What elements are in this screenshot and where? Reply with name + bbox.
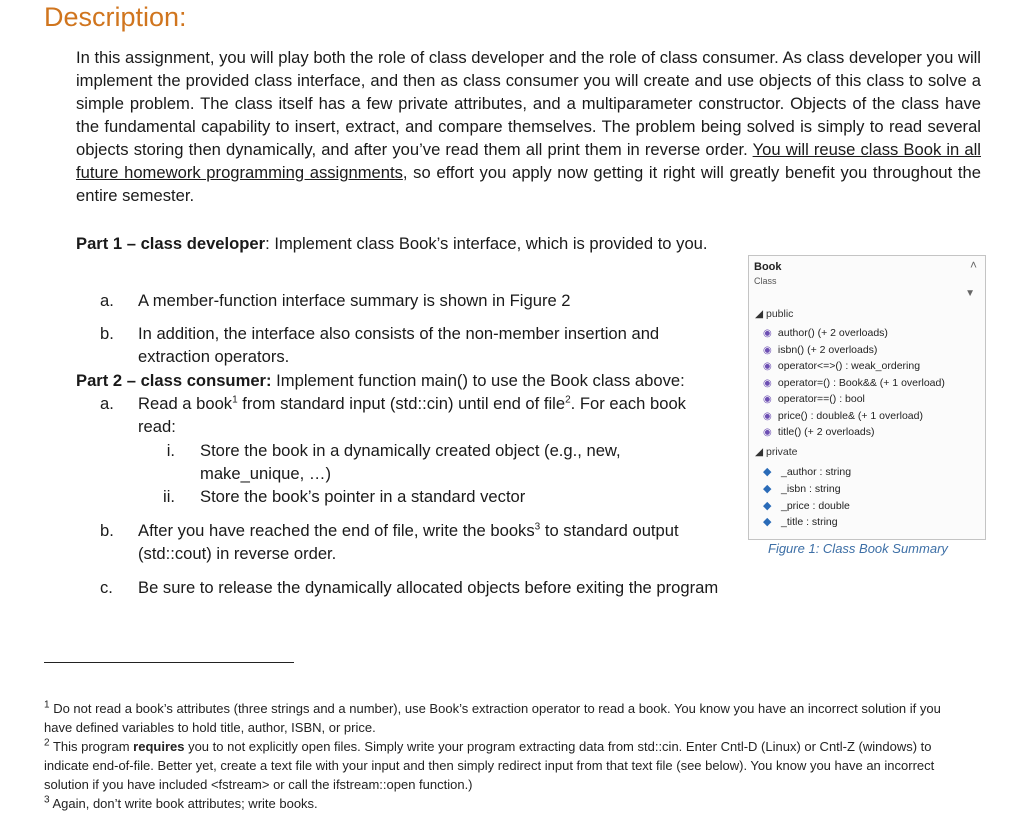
footnote-ref-1: 1 <box>232 394 238 406</box>
footnote-2-text-before: This program <box>52 739 134 754</box>
part2-rest: Implement function main() to use the Book class above: <box>271 371 685 390</box>
part2-a-text3: . For each book read: <box>138 394 686 436</box>
part1-b-label: b. <box>100 324 114 343</box>
part1-heading <box>76 232 716 255</box>
public-label: public <box>766 308 794 320</box>
class-book-summary <box>748 255 986 540</box>
field-lock-icon: ◆ <box>763 500 772 512</box>
footnote-separator <box>44 662 294 663</box>
part2-b-text1: After you have reached the end of file, write the books <box>138 521 535 540</box>
public-section[interactable]: ◢ public <box>755 308 794 320</box>
part1-a-text: A member-function interface summary is shown in Figure 2 <box>138 291 571 310</box>
footnote-3-text: Again, don’t write book attributes; write books. <box>52 796 318 811</box>
method-icon: ◉ <box>763 378 772 389</box>
field-row <box>763 482 841 495</box>
method-icon: ◉ <box>763 394 772 405</box>
intro-text-before: In this assignment, you will play both the role of class developer and the role of class consumer. As class developer you will implement the provided class interface, and then as class consumer you will create and use objects of this class to solve a simple problem. The class itself has a few private attributes, and a multiparameter constructor. Objects of the class have the fundamental capability to insert, extract, and compare themselves. The problem being solved is simply to read several objects storing then dynamically, and after you’ve read them all print them in reverse order. <box>76 48 981 159</box>
part2-b-text <box>138 519 728 565</box>
footnote-ref-3: 3 <box>534 521 541 533</box>
part1-rest: : Implement class Book’s interface, which is provided to you. <box>265 234 708 253</box>
part2-a-text <box>138 392 698 438</box>
field-row <box>763 515 838 528</box>
field-text: _title : string <box>781 516 838 528</box>
class-kind: Class <box>754 276 777 286</box>
member-row <box>763 410 923 422</box>
page-heading: Description: <box>44 2 187 32</box>
intro-paragraph <box>76 46 981 207</box>
private-label: private <box>766 446 798 458</box>
footnote-1-marker: 1 <box>44 699 50 711</box>
part2-a-text2: from standard input (std::cin) until end of file <box>237 394 566 413</box>
method-icon: ◉ <box>763 361 772 372</box>
part2-a-label: a. <box>100 394 114 413</box>
part1-a-label: a. <box>100 291 114 310</box>
method-icon: ◉ <box>763 411 772 422</box>
intro-text-after: , so effort you apply now getting it right will greatly benefit you throughout the entire semester. <box>76 163 981 205</box>
method-icon: ◉ <box>763 345 772 356</box>
part2-title: Part 2 – class consumer: <box>76 371 272 390</box>
part2-c-text: Be sure to release the dynamically allocated objects before exiting the program <box>138 578 719 597</box>
part2-ii-text: Store the book’s pointer in a standard vector <box>200 487 526 506</box>
field-text: _author : string <box>781 466 852 478</box>
figure-caption: Figure 1: Class Book Summary <box>768 541 948 556</box>
member-row <box>763 344 877 356</box>
field-lock-icon: ◆ <box>763 516 772 528</box>
method-icon: ◉ <box>763 427 772 438</box>
member-row <box>763 393 865 405</box>
member-text: operator==() : bool <box>777 393 865 405</box>
member-text: isbn() (+ 2 overloads) <box>777 344 878 356</box>
field-text: _isbn : string <box>781 483 841 495</box>
member-text: operator<=>() : weak_ordering <box>777 360 921 372</box>
field-row <box>763 465 851 478</box>
intro-underlined: You will reuse class Book in all future homework programming assignments <box>76 140 981 182</box>
footnote-2-text-after: you to not explicitly open files. Simply write your program extracting data from std::cin. Enter Cntl-D (Linux) or Cntl-Z (windows) to indicate end-of-file. Better yet, create a text file with your input and then simply redirect input from that text file (see below). You know you have an incorrect solution if you have included <fstream> or call the ifstream::open function.) <box>44 739 935 792</box>
collapse-icon[interactable]: ˄ <box>969 258 977 272</box>
footnote-2-bold: requires <box>133 739 185 754</box>
private-section[interactable]: ◢ private <box>755 446 798 458</box>
part2-ii-label: ii. <box>163 487 175 506</box>
part2-i-label: i. <box>166 441 175 460</box>
filter-icon[interactable]: ▼ <box>965 288 975 299</box>
footnote-2-marker: 2 <box>44 737 50 749</box>
part1-b-text: In addition, the interface also consists of the non-member insertion and extraction operators. <box>138 324 660 366</box>
part2-b-text2: to standard output (std::cout) in reverse order. <box>138 521 679 563</box>
part2-a-text1: Read a book <box>138 394 233 413</box>
field-row <box>763 499 850 512</box>
footnote-ref-2: 2 <box>565 394 571 406</box>
member-text: price() : double& (+ 1 overload) <box>777 410 923 422</box>
footnote-1 <box>44 699 959 737</box>
member-row <box>763 360 920 372</box>
footnote-3 <box>44 794 959 813</box>
footnote-2 <box>44 737 959 794</box>
method-icon: ◉ <box>763 328 772 339</box>
part2-b-label: b. <box>100 521 114 540</box>
part2-i-text: Store the book in a dynamically created object (e.g., new, make_unique, …) <box>200 441 621 483</box>
member-text: operator=() : Book&& (+ 1 overload) <box>777 377 945 389</box>
member-text: title() (+ 2 overloads) <box>777 426 875 438</box>
member-text: author() (+ 2 overloads) <box>777 327 888 339</box>
footnote-3-marker: 3 <box>44 794 50 806</box>
field-text: _price : double <box>781 500 850 512</box>
member-row <box>763 327 888 339</box>
field-lock-icon: ◆ <box>763 483 772 495</box>
part1-title: Part 1 – class developer <box>76 234 266 253</box>
part2-c-label: c. <box>100 578 113 597</box>
footnote-1-text: Do not read a book’s attributes (three strings and a number), use Book’s extraction operator to read a book. You know you have an incorrect solution if you have defined variables to hold title, author, ISBN, or price. <box>44 701 941 735</box>
member-row <box>763 377 945 389</box>
member-row <box>763 426 875 438</box>
part2-heading <box>76 369 736 392</box>
field-lock-icon: ◆ <box>763 466 772 478</box>
class-name: Book <box>754 261 782 273</box>
